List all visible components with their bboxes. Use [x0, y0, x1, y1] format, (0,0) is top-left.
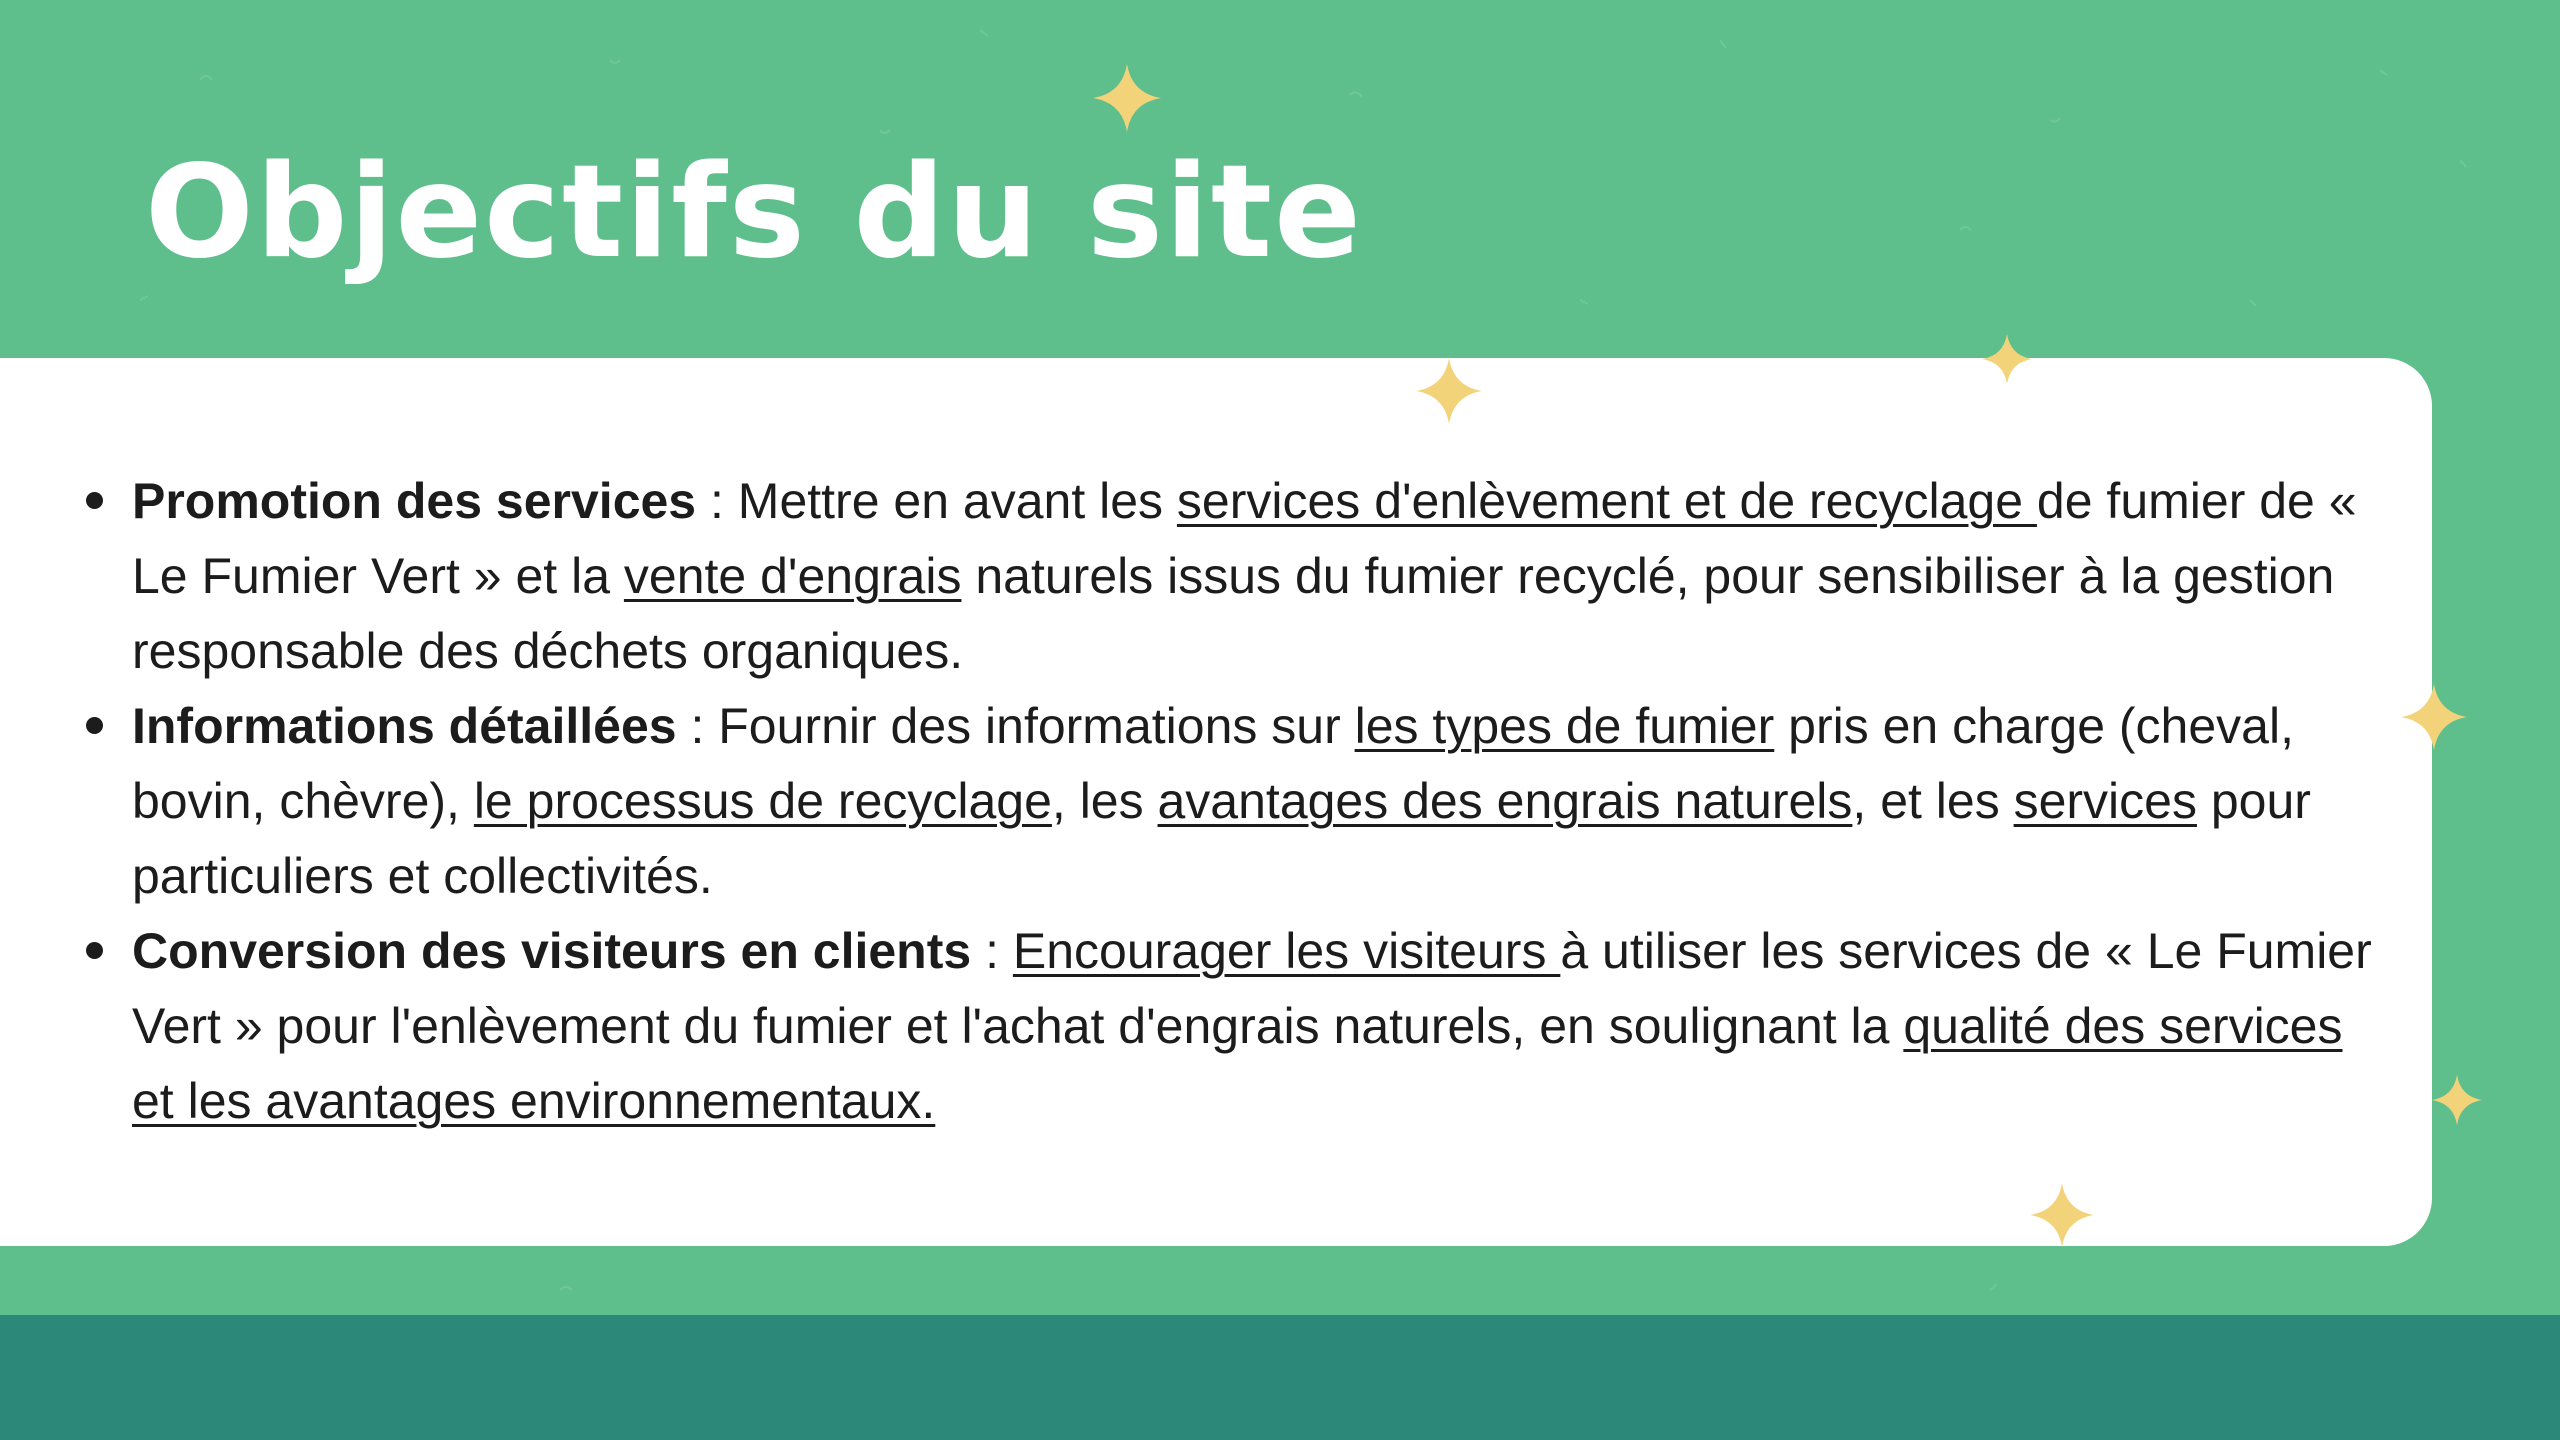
objective-text: , et les: [1852, 773, 2014, 829]
objective-text: : Fournir des informations sur: [676, 698, 1355, 754]
objective-link[interactable]: qualité des services et les avantages environnementaux.: [132, 998, 2343, 1129]
objective-link[interactable]: Encourager les visiteurs: [1012, 923, 1561, 979]
objectives-list: [132, 464, 2372, 1139]
objective-link[interactable]: services: [2013, 773, 2197, 829]
objective-link[interactable]: avantages des engrais naturels: [1157, 773, 1853, 829]
content-card: [0, 358, 2432, 1246]
objective-text: pour particuliers et collectivités.: [132, 773, 2311, 904]
objective-text: :: [971, 923, 1013, 979]
objective-heading: Informations détaillées: [132, 698, 677, 754]
sparkle-icon: [2401, 684, 2467, 750]
objective-link[interactable]: services d'enlèvement et de recyclage: [1176, 473, 2037, 529]
bullet-dot-icon: [86, 717, 103, 734]
objective-heading: Promotion des services: [132, 473, 697, 529]
objective-text: à utiliser les services de « Le Fumier Vert » pour l'enlèvement du fumier et l'achat d'engrais naturels, en soulignant la: [132, 923, 2372, 1054]
objective-link[interactable]: vente d'engrais: [623, 548, 962, 604]
objective-text: naturels issus du fumier recyclé, pour sensibiliser à la gestion responsable des déchets organiques.: [132, 548, 2335, 679]
bullet-dot-icon: [86, 942, 103, 959]
slide-title: Objectifs du site: [145, 138, 1363, 287]
objective-link[interactable]: les types de fumier: [1354, 698, 1775, 754]
objective-link[interactable]: le processus de recyclage: [473, 773, 1052, 829]
footer-band: [0, 1315, 2560, 1440]
sparkle-icon: [1982, 334, 2032, 384]
objective-text: , les: [1051, 773, 1158, 829]
objective-text: de fumier de « Le Fumier Vert » et la: [132, 473, 2357, 604]
sparkle-icon: [1093, 64, 1161, 132]
sparkle-icon: [2432, 1075, 2482, 1125]
objective-text: pris en charge (cheval, bovin, chèvre),: [132, 698, 2294, 829]
sparkle-icon: [2030, 1183, 2094, 1247]
sparkle-icon: [1416, 358, 1482, 424]
objective-text: : Mettre en avant les: [696, 473, 1177, 529]
objective-item: [132, 914, 2372, 1139]
objective-heading: Conversion des visiteurs en clients: [132, 923, 972, 979]
objective-item: [132, 464, 2372, 689]
objective-item: [132, 689, 2372, 914]
bullet-dot-icon: [86, 492, 103, 509]
